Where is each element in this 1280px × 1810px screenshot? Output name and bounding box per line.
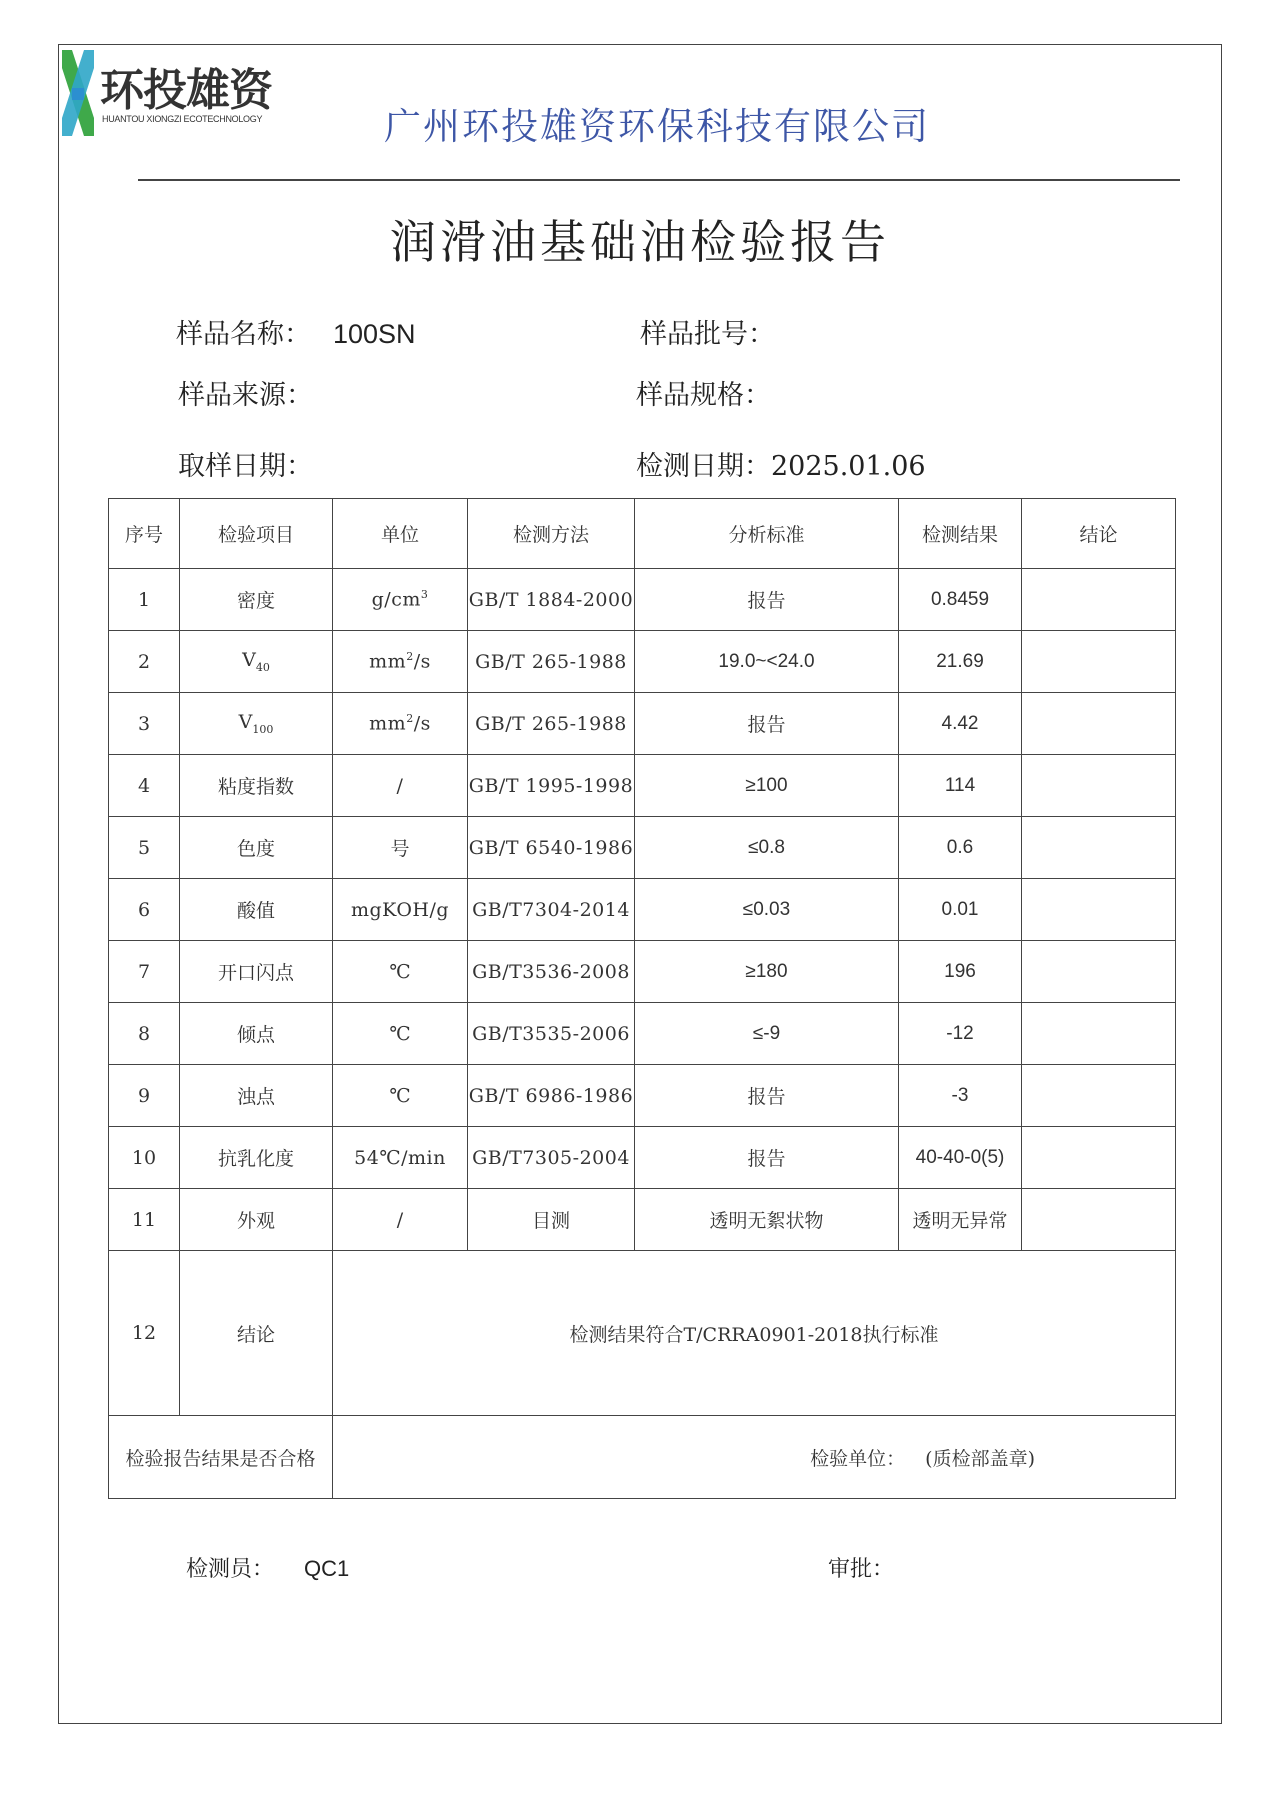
row-no: 12 [109, 1251, 180, 1416]
sample-source-label: 样品来源： [178, 380, 313, 411]
header-standard: 分析标准 [635, 499, 899, 569]
row-unit: $g/cm^3$ [333, 569, 468, 631]
row-no: 1 [109, 569, 180, 631]
logo-title: 环投雄资 [100, 65, 272, 116]
header-unit: 单位 [333, 499, 468, 569]
test-date-value: 2025.01.06 [771, 451, 926, 482]
table-row [109, 941, 1176, 1003]
inspector-value: QC1 [304, 1556, 350, 1581]
inspector [186, 1552, 349, 1583]
row-result: 0.01 [899, 879, 1022, 941]
header-item: 检验项目 [180, 499, 333, 569]
row-result: 21.69 [899, 631, 1022, 693]
row-result: 196 [899, 941, 1022, 1003]
row-standard: 报告 [635, 569, 899, 631]
row-no: 2 [109, 631, 180, 693]
row-conclusion [1022, 879, 1176, 941]
sample-batch-label: 样品批号： [640, 319, 775, 350]
row-item: 浊点 [180, 1065, 333, 1127]
row-no: 10 [109, 1127, 180, 1189]
row-standard: 19.0~<24.0 [635, 631, 899, 693]
row-method: GB/T 6986-1986 [468, 1065, 635, 1127]
row-standard: ≥100 [635, 755, 899, 817]
table-row [109, 1127, 1176, 1189]
header-result: 检测结果 [899, 499, 1022, 569]
pass-row [109, 1416, 1176, 1499]
row-item: 抗乳化度 [180, 1127, 333, 1189]
table-row [109, 817, 1176, 879]
table-row [109, 569, 1176, 631]
row-standard: ≥180 [635, 941, 899, 1003]
row-item: 外观 [180, 1189, 333, 1251]
row-no: 11 [109, 1189, 180, 1251]
test-date [636, 444, 926, 483]
test-date-label: 检测日期： [636, 451, 771, 482]
row-standard: 报告 [635, 1127, 899, 1189]
table-row [109, 755, 1176, 817]
row-result: 4.42 [899, 693, 1022, 755]
row-no: 5 [109, 817, 180, 879]
row-unit: / [333, 1189, 468, 1251]
table-row [109, 879, 1176, 941]
row-item: $V_{40}$ [180, 631, 333, 693]
row-conclusion [1022, 1127, 1176, 1189]
company-name: 广州环投雄资环保科技有限公司 [384, 105, 930, 148]
row-conclusion [1022, 1003, 1176, 1065]
inspection-unit-label: 检验单位： [810, 1447, 906, 1470]
header-divider [138, 179, 1180, 181]
row-method: GB/T 6540-1986 [468, 817, 635, 879]
row-no: 6 [109, 879, 180, 941]
row-conclusion [1022, 817, 1176, 879]
row-conclusion [1022, 693, 1176, 755]
header-no: 序号 [109, 499, 180, 569]
row-result: 0.6 [899, 817, 1022, 879]
row-unit: / [333, 755, 468, 817]
row-conclusion [1022, 941, 1176, 1003]
row-item: 倾点 [180, 1003, 333, 1065]
row-item: 色度 [180, 817, 333, 879]
row-method: GB/T3535-2006 [468, 1003, 635, 1065]
row-no: 9 [109, 1065, 180, 1127]
report-title: 润滑油基础油检验报告 [390, 215, 890, 269]
conclusion-text: 检测结果符合T/CRRA0901-2018执行标准 [333, 1251, 1176, 1416]
row-method: GB/T 265-1988 [468, 693, 635, 755]
row-standard: ≤-9 [635, 1003, 899, 1065]
table-row [109, 631, 1176, 693]
conclusion-row [109, 1251, 1176, 1416]
table-row [109, 693, 1176, 755]
sample-source [178, 373, 335, 412]
row-conclusion [1022, 1065, 1176, 1127]
sample-spec-label: 样品规格： [636, 380, 771, 411]
row-standard: 透明无絮状物 [635, 1189, 899, 1251]
row-result: -12 [899, 1003, 1022, 1065]
table-row [109, 1003, 1176, 1065]
sampling-date [178, 444, 335, 483]
row-no: 3 [109, 693, 180, 755]
row-conclusion [1022, 755, 1176, 817]
row-conclusion [1022, 631, 1176, 693]
row-item: 酸值 [180, 879, 333, 941]
row-unit: ℃ [333, 1065, 468, 1127]
row-unit: ℃ [333, 1003, 468, 1065]
table-header-row [109, 499, 1176, 569]
row-item: 粘度指数 [180, 755, 333, 817]
row-method: GB/T 1884-2000 [468, 569, 635, 631]
row-no: 4 [109, 755, 180, 817]
sample-name-value: 100SN [333, 319, 416, 349]
row-result: 透明无异常 [899, 1189, 1022, 1251]
row-method: 目测 [468, 1189, 635, 1251]
row-method: GB/T7305-2004 [468, 1127, 635, 1189]
sample-spec [636, 373, 793, 412]
header-method: 检测方法 [468, 499, 635, 569]
row-standard: 报告 [635, 693, 899, 755]
row-standard: ≤0.8 [635, 817, 899, 879]
row-method: GB/T3536-2008 [468, 941, 635, 1003]
row-item: 结论 [180, 1251, 333, 1416]
header-conclusion: 结论 [1022, 499, 1176, 569]
table-row [109, 1189, 1176, 1251]
inspector-label: 检测员： [186, 1557, 275, 1582]
pass-label: 检验报告结果是否合格 [109, 1416, 333, 1499]
inspection-unit-stamp: (质检部盖章) [925, 1447, 1035, 1470]
row-unit: 号 [333, 817, 468, 879]
row-conclusion [1022, 569, 1176, 631]
sampling-date-label: 取样日期： [178, 451, 313, 482]
sample-name [176, 312, 416, 351]
inspection-unit [333, 1416, 1176, 1499]
logo-subtitle: HUANTOU XIONGZI ECOTECHNOLOGY [102, 114, 263, 124]
row-result: 0.8459 [899, 569, 1022, 631]
row-unit: ℃ [333, 941, 468, 1003]
row-result: -3 [899, 1065, 1022, 1127]
row-conclusion [1022, 1189, 1176, 1251]
row-result: 40-40-0(5) [899, 1127, 1022, 1189]
row-item: 开口闪点 [180, 941, 333, 1003]
sample-name-label: 样品名称： [176, 319, 311, 350]
row-standard: ≤0.03 [635, 879, 899, 941]
row-method: GB/T 265-1988 [468, 631, 635, 693]
row-item: 密度 [180, 569, 333, 631]
approval-label: 审批： [828, 1557, 895, 1582]
row-no: 7 [109, 941, 180, 1003]
row-method: GB/T7304-2014 [468, 879, 635, 941]
row-unit: $mm^2/s$ [333, 693, 468, 755]
inspection-table [108, 498, 1176, 1499]
row-result: 114 [899, 755, 1022, 817]
row-unit: 54℃/min [333, 1127, 468, 1189]
sample-batch [640, 312, 797, 351]
row-unit: mgKOH/g [333, 879, 468, 941]
row-unit: $mm^2/s$ [333, 631, 468, 693]
row-no: 8 [109, 1003, 180, 1065]
company-logo [60, 48, 272, 138]
row-item: $V_{100}$ [180, 693, 333, 755]
table-row [109, 1065, 1176, 1127]
logo-mark-icon [60, 48, 96, 138]
approval [828, 1552, 924, 1583]
row-method: GB/T 1995-1998 [468, 755, 635, 817]
row-standard: 报告 [635, 1065, 899, 1127]
